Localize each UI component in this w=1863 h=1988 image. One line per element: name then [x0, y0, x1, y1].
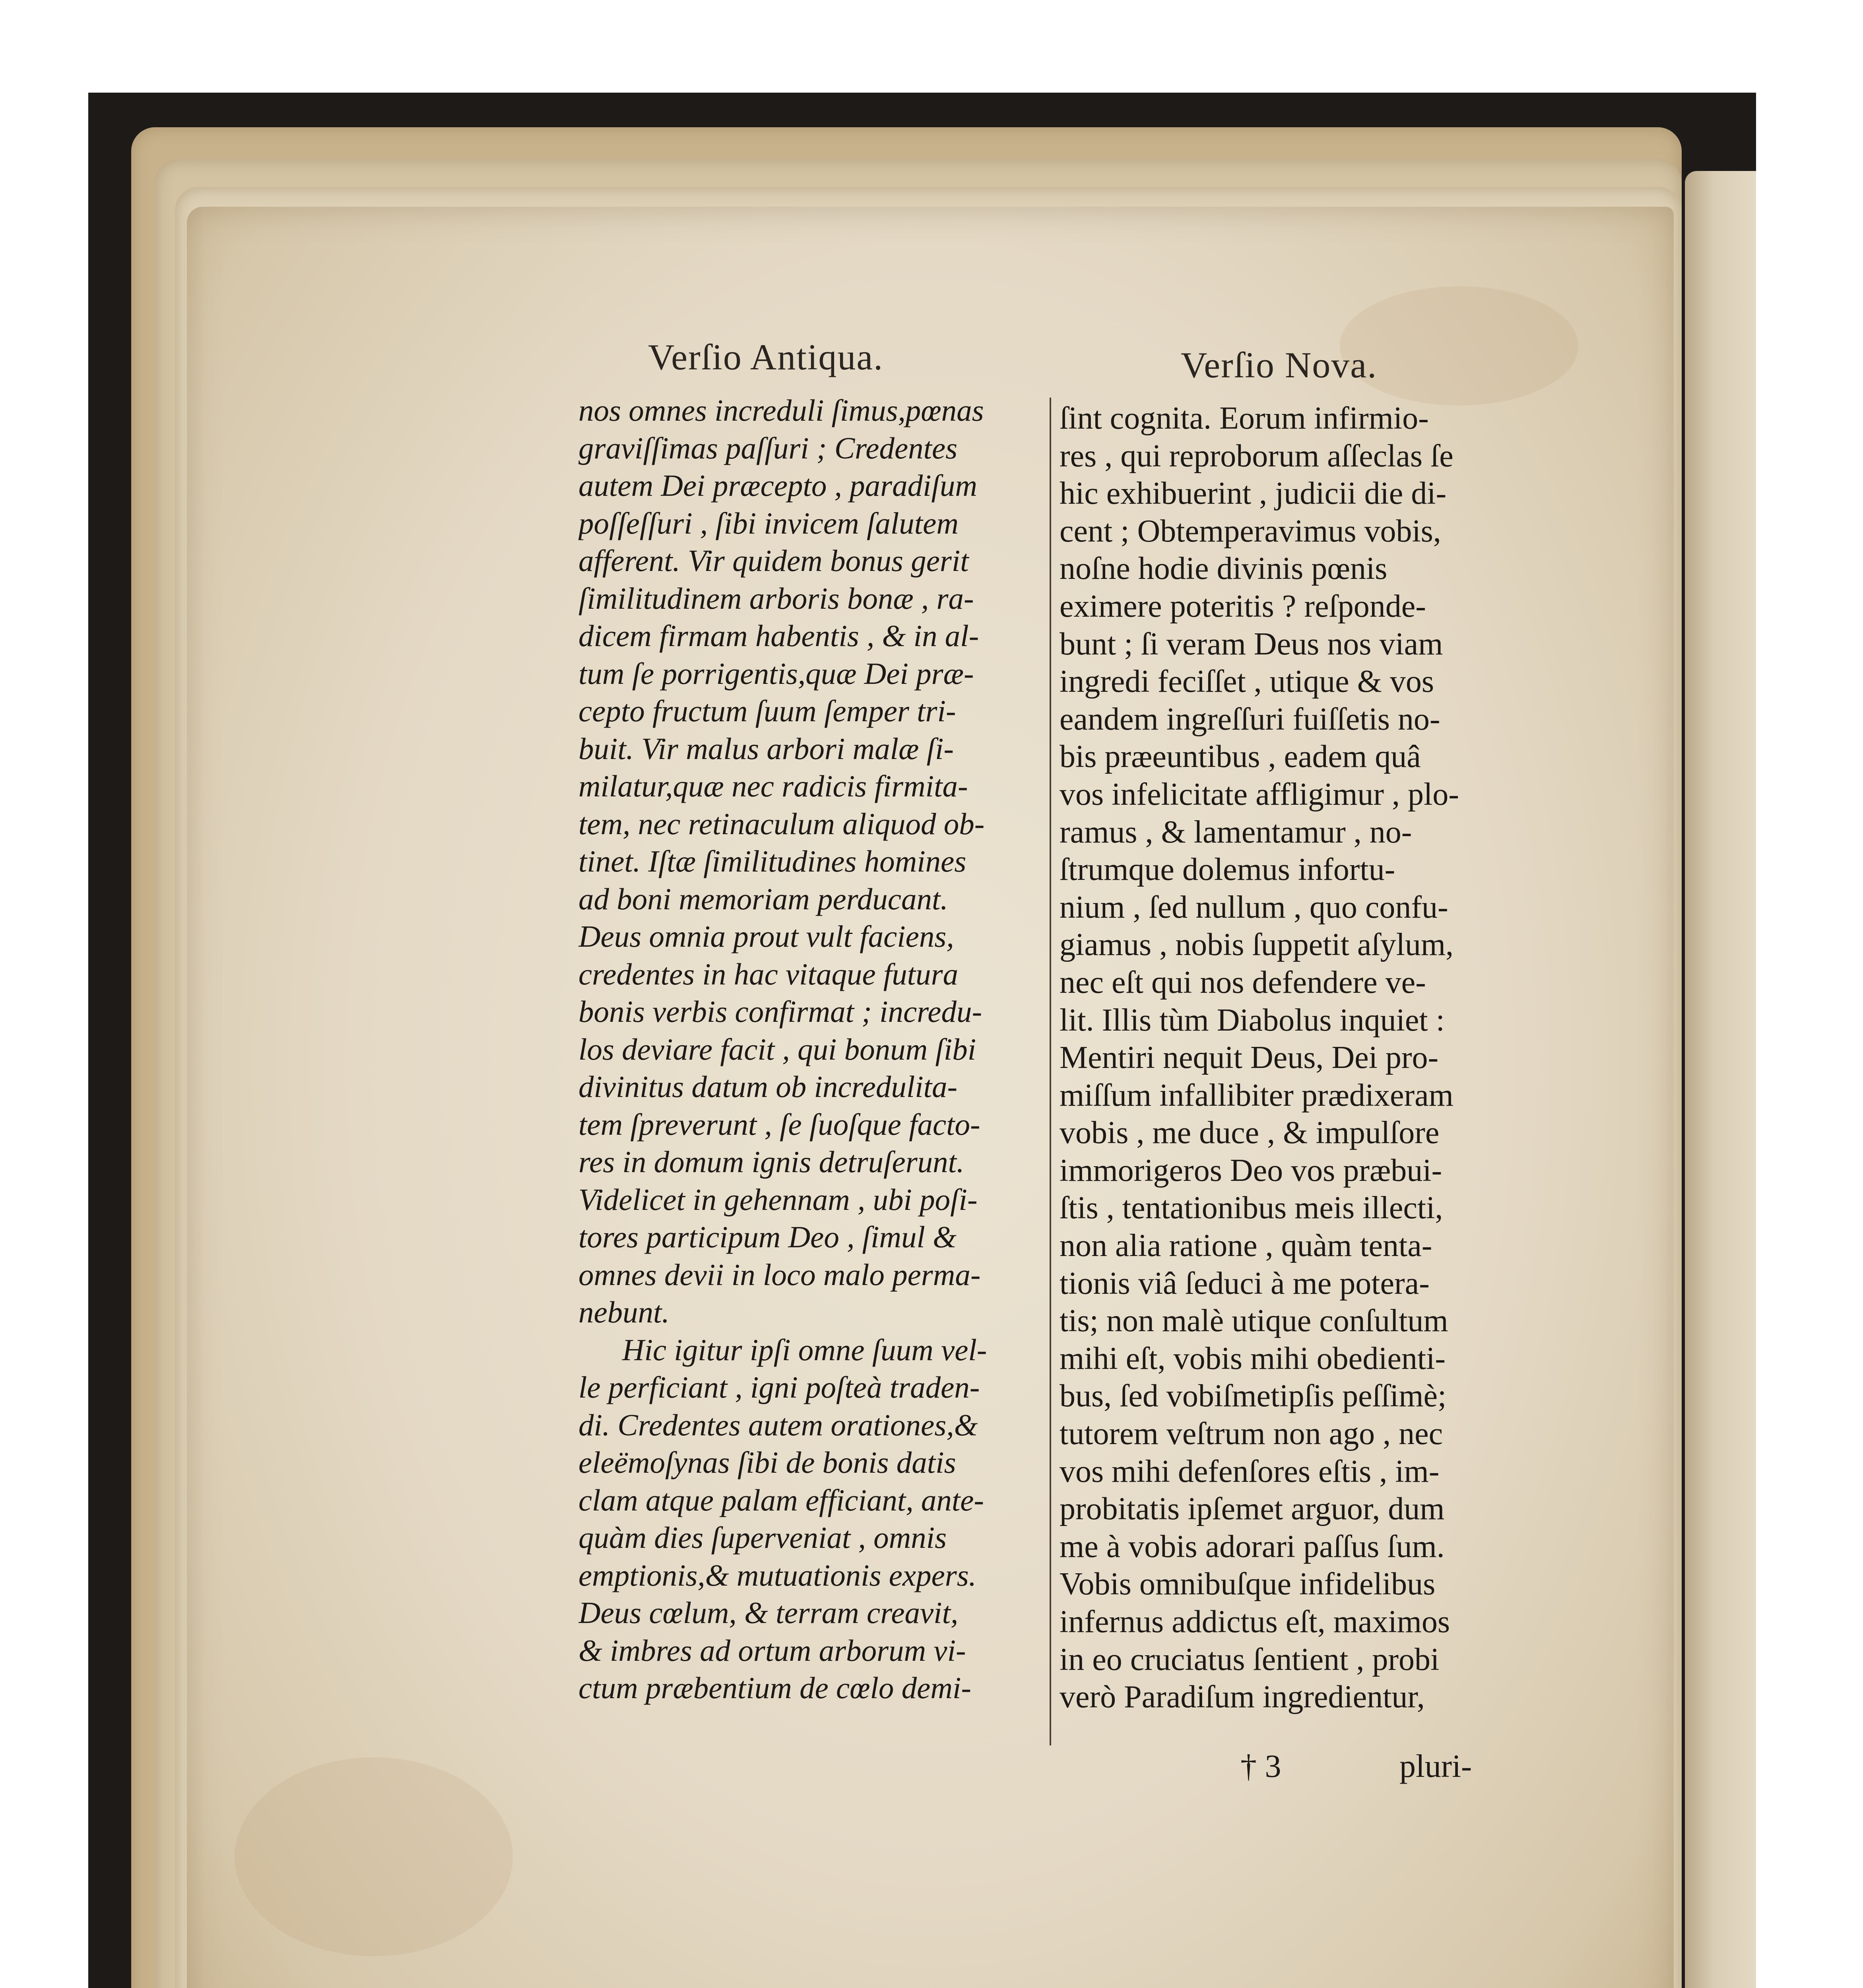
text-line: bus, ſed vobiſmetipſis peſſimè; [1060, 1378, 1447, 1414]
text-line: cepto fructum ſuum ſemper tri- [578, 694, 956, 728]
left-column-heading: Verſio Antiqua. [648, 337, 884, 377]
paper-stain [235, 1757, 513, 1956]
text-line: vobis , me duce , & impulſore [1060, 1115, 1440, 1151]
text-line: tem, nec retinaculum aliquod ob- [578, 806, 985, 841]
text-line: divinitus datum ob incredulita- [578, 1070, 958, 1104]
text-line: tionis viâ ſeduci à me potera- [1060, 1266, 1430, 1301]
text-line: nos omnes increduli ſimus,pœnas [578, 393, 984, 427]
text-line: hic exhibuerint , judicii die di- [1060, 476, 1447, 511]
text-line: emptionis,& mutuationis expers. [578, 1558, 976, 1592]
text-line: verò Paradiſum ingredientur, [1060, 1679, 1425, 1715]
text-line: tores participum Deo , ſimul & [578, 1220, 957, 1254]
text-line: ad boni memoriam perducant. [578, 881, 948, 916]
text-line: tum ſe porrigentis,quæ Dei præ- [578, 656, 974, 691]
right-column-text [1060, 400, 1523, 1716]
text-line: graviſſimas paſſuri ; Credentes [578, 431, 958, 465]
text-line: le perficiant , igni poſteà traden- [578, 1370, 980, 1404]
text-line: res , qui reproborum aſſeclas ſe [1060, 438, 1454, 474]
text-line: Deus cœlum, & terram creavit, [578, 1596, 959, 1630]
text-line: ſint cognita. Eorum infirmio- [1060, 401, 1429, 436]
left-column-text [578, 392, 1067, 1707]
column-divider [1050, 398, 1051, 1745]
text-line: ſtrumque dolemus infortu- [1060, 852, 1395, 887]
text-line: quàm dies ſuperveniat , omnis [578, 1520, 947, 1555]
text-line: & imbres ad ortum arborum vi- [578, 1633, 966, 1668]
text-line: di. Credentes autem orationes,& [578, 1408, 978, 1442]
text-line: buit. Vir malus arbori malæ ſi- [578, 731, 954, 766]
text-line: miſſum infallibiter prædixeram [1060, 1077, 1454, 1113]
text-line: in eo cruciatus ſentient , probi [1060, 1642, 1440, 1677]
text-line: cent ; Obtemperavimus vobis, [1060, 513, 1441, 549]
text-line: Deus omnia prout vult faciens, [578, 919, 954, 953]
text-line: res in domum ignis detruſerunt. [578, 1145, 964, 1179]
text-line: eximere poteritis ? reſponde- [1060, 588, 1426, 624]
text-line: nec eſt qui nos defendere ve- [1060, 965, 1426, 1000]
text-line: Vobis omnibuſque infidelibus [1060, 1567, 1436, 1602]
adjacent-page-edge [1685, 171, 1756, 1988]
text-line: infernus addictus eſt, maximos [1060, 1604, 1450, 1639]
text-line: tem ſpreverunt , ſe ſuoſque facto- [578, 1107, 980, 1142]
text-line: lit. Illis tùm Diabolus inquiet : [1060, 1002, 1445, 1038]
text-line: credentes in hac vitaque futura [578, 957, 959, 991]
text-line: tutorem veſtrum non ago , nec [1060, 1416, 1443, 1452]
text-line: bis præeuntibus , eadem quâ [1060, 739, 1421, 775]
text-line: ſimilitudinem arboris bonæ , ra- [578, 581, 974, 615]
text-line: omnes devii in loco malo perma- [578, 1257, 981, 1292]
text-line: dicem firmam habentis , & in al- [578, 619, 979, 653]
text-line: afferent. Vir quidem bonus gerit [578, 544, 969, 578]
text-line: immorigeros Deo vos præbui- [1060, 1153, 1442, 1188]
right-column-heading: Verſio Nova. [1181, 345, 1378, 385]
text-line: tis; non malè utique conſultum [1060, 1303, 1448, 1339]
text-line: tinet. Iſtæ ſimilitudines homines [578, 844, 966, 878]
text-line: vos mihi defenſores eſtis , im- [1060, 1454, 1440, 1489]
text-line: los deviare facit , qui bonum ſibi [578, 1032, 976, 1066]
text-line: ctum præbentium de cœlo demi- [578, 1671, 971, 1705]
text-line: clam atque palam efficiant, ante- [578, 1483, 984, 1517]
text-line: bonis verbis confirmat ; incredu- [578, 994, 982, 1029]
text-line: giamus , nobis ſuppetit aſylum, [1060, 927, 1454, 963]
text-line: probitatis ipſemet arguor, dum [1060, 1491, 1445, 1527]
text-line: vos infelicitate affligimur , plo- [1060, 777, 1459, 812]
text-line: mihi eſt, vobis mihi obedienti- [1060, 1341, 1446, 1376]
text-line: Hic igitur ipſi omne ſuum vel- [622, 1332, 987, 1367]
catchword: pluri- [1399, 1748, 1472, 1784]
text-line: Videlicet in gehennam , ubi poſi- [578, 1182, 978, 1217]
text-line: Mentiri nequit Deus, Dei pro- [1060, 1040, 1439, 1076]
text-line: non alia ratione , quàm tenta- [1060, 1228, 1432, 1264]
text-line: autem Dei præcepto , paradiſum [578, 468, 978, 503]
text-line: eleëmoſynas ſibi de bonis datis [578, 1445, 956, 1479]
text-line: nium , ſed nullum , quo confu- [1060, 889, 1448, 925]
text-line: noſne hodie divinis pœnis [1060, 551, 1388, 586]
text-line: ſtis , tentationibus meis illecti, [1060, 1190, 1443, 1226]
text-line: ramus , & lamentamur , no- [1060, 814, 1412, 850]
text-line: bunt ; ſi veram Deus nos viam [1060, 626, 1443, 662]
text-line: me à vobis adorari paſſus ſum. [1060, 1529, 1445, 1564]
text-line: milatur,quæ nec radicis firmita- [578, 769, 968, 803]
text-line: poſſeſſuri , ſibi invicem ſalutem [578, 506, 959, 540]
signature-mark: † 3 [1240, 1748, 1281, 1784]
text-line: eandem ingreſſuri fuiſſetis no- [1060, 701, 1440, 737]
text-line: nebunt. [578, 1295, 670, 1329]
text-line: ingredi feciſſet , utique & vos [1060, 664, 1434, 699]
